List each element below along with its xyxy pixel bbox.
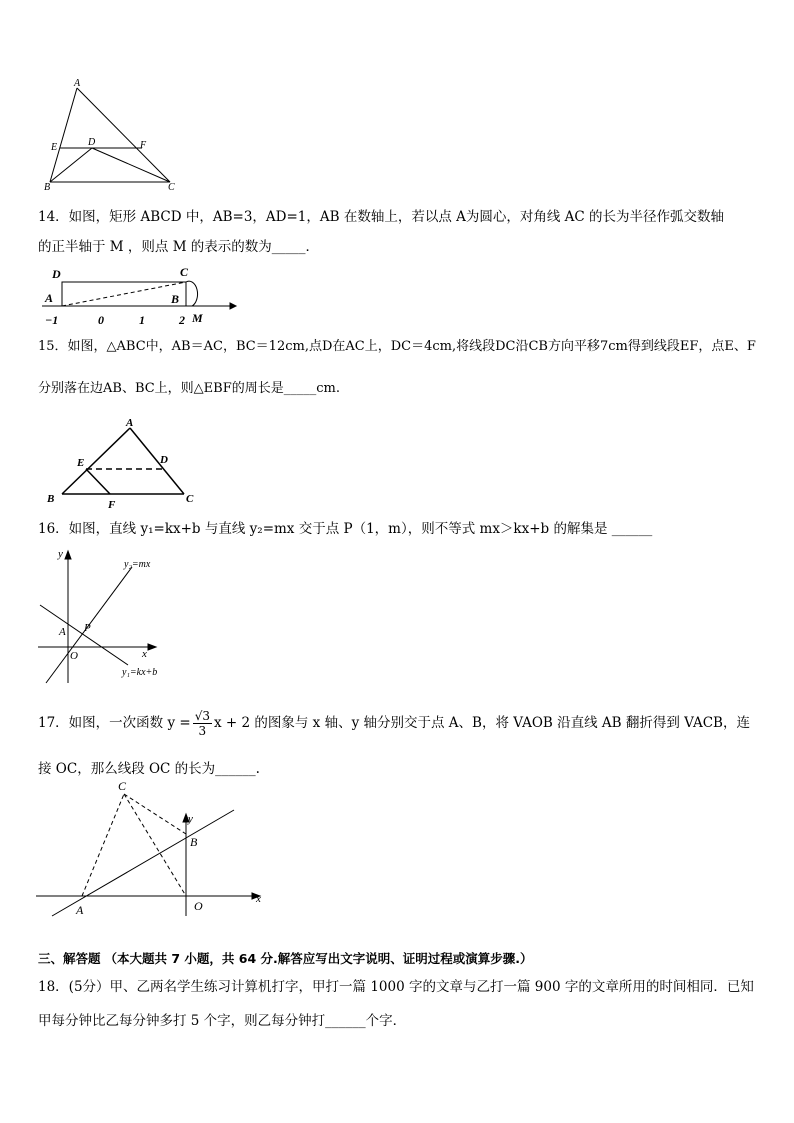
label-C: C (180, 265, 189, 279)
triangle-figure-13 (40, 80, 190, 195)
label-F: F (140, 140, 147, 151)
q15-line1: 15．如图，△ABC中，AB＝AC，BC＝12cm,点D在AC上，DC＝4cm,将线段DC沿CB方向平移7cm得到线段EF，点E、F (38, 339, 756, 354)
q17-line2: 接 OC，那么线段 OC 的长为______. (38, 761, 260, 777)
label-M: M (192, 311, 203, 325)
label-y: y (188, 813, 193, 825)
label-D: D (52, 267, 61, 281)
q17-post: x + 2 的图象与 x 轴、y 轴分别交于点 A、B，将 VAOB 沿直线 AB 翻折得到 VACB，连 (213, 715, 750, 731)
q14-line1: 14．如图，矩形 ABCD 中，AB=3，AD=1，AB 在数轴上，若以点 A为圆心，对角线 AC 的长为半径作弧交数轴 (38, 209, 725, 225)
section3-note: （本大题共 7 小题，共 64 分.解答应写出文字说明、证明过程或演算步骤.） (104, 951, 533, 966)
label-O: O (194, 899, 203, 913)
label-B: B (44, 182, 51, 193)
label-y1-kxb: y₁=kx+b (122, 667, 158, 678)
fold-figure-17 (36, 780, 276, 920)
tick-1: 1 (139, 313, 145, 327)
triangle-figure-15 (44, 416, 204, 511)
label-B: B (171, 292, 180, 306)
tick-2: 2 (179, 313, 185, 327)
q16-line1: 16．如图，直线 y₁=kx+b 与直线 y₂=mx 交于点 P（1，m），则不等式 mx＞kx+b 的解集是 ______ (38, 521, 653, 537)
label-A: A (126, 417, 134, 429)
label-A: A (59, 626, 66, 638)
label-x: x (142, 648, 147, 660)
tick-minus1: −1 (45, 313, 59, 327)
label-F: F (108, 499, 116, 511)
label-C: C (186, 493, 194, 505)
label-C: C (168, 182, 175, 193)
label-B: B (190, 835, 198, 849)
q17-pre: 17．如图，一次函数 y = (38, 715, 191, 731)
label-D: D (160, 454, 168, 466)
line-graph-figure-16 (36, 545, 186, 685)
section3-title: 三、解答题 (38, 951, 101, 966)
q17-fraction (193, 709, 212, 738)
q17-frac-den: 3 (198, 724, 207, 738)
label-E: E (51, 142, 58, 153)
label-O: O (70, 650, 78, 662)
number-line-figure-14 (40, 262, 240, 330)
q17-frac-num: √3 (194, 709, 210, 723)
section3-heading (38, 950, 533, 968)
label-A: A (74, 78, 81, 89)
label-y2-mx: y₂=mx (124, 559, 151, 570)
q15-line2: 分别落在边AB、BC上，则△EBF的周长是_____cm. (38, 381, 340, 396)
q18-line2: 甲每分钟比乙每分钟多打 5 个字，则乙每分钟打______个字． (38, 1013, 407, 1029)
q14-line2: 的正半轴于 M ，则点 M 的表示的数为_____． (38, 239, 320, 255)
tick-0: 0 (98, 313, 104, 327)
label-D: D (88, 137, 96, 148)
label-E: E (77, 457, 85, 469)
label-P: P (84, 622, 91, 634)
q17-line1 (38, 705, 750, 741)
label-B: B (47, 493, 55, 505)
q18-line1: 18．(5分）甲、乙两名学生练习计算机打字，甲打一篇 1000 字的文章与乙打一篇 900 字的文章所用的时间相同．已知 (38, 979, 754, 995)
label-y: y (58, 548, 63, 560)
label-C: C (118, 779, 127, 793)
label-A: A (76, 903, 84, 917)
label-A: A (45, 291, 54, 305)
label-x: x (256, 893, 261, 905)
